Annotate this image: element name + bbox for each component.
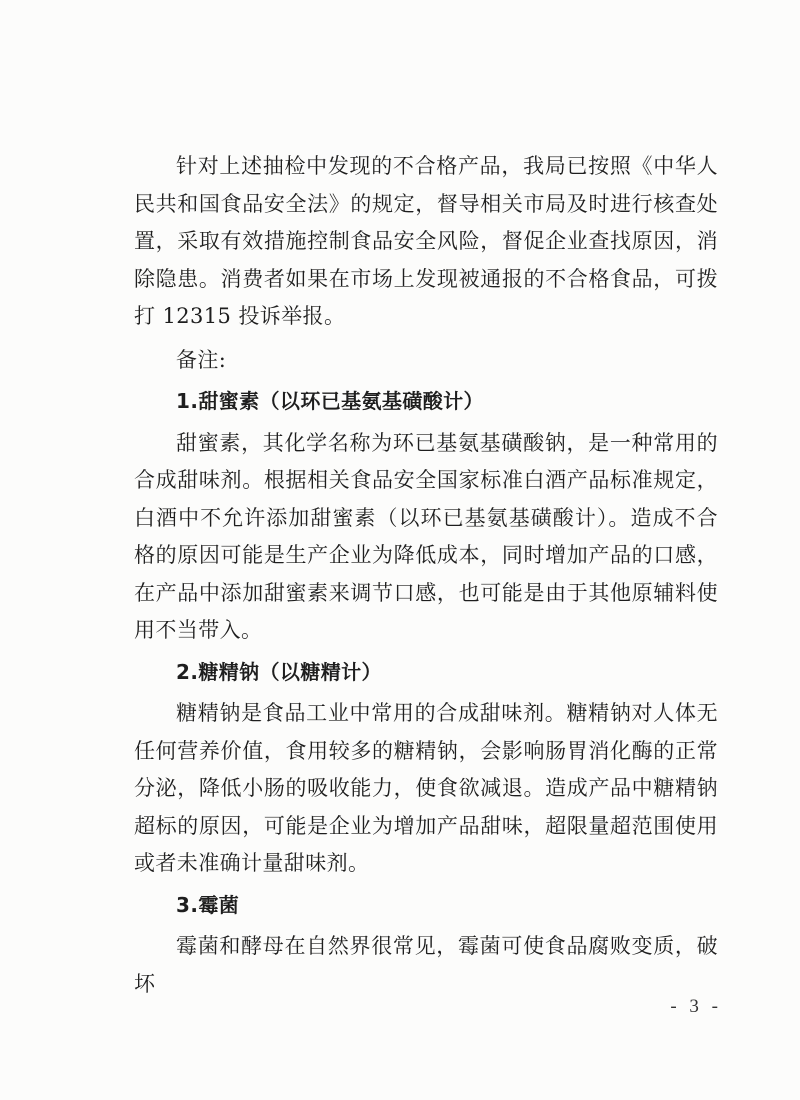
section-text-saccharin: 糖精钠是食品工业中常用的合成甜味剂。糖精钠对人体无任何营养价值，食用较多的糖精钠，会影响肠胃消化酶的正常分泌，降低小肠的吸收能力，使食欲减退。造成产品中糖精钠超标的原因，可能是企业为增加产品甜味，超限量超范围使用或者未准确计量甜味剂。	[134, 701, 718, 875]
section-heading-cyclamate: 1.甜蜜素（以环已基氨基磺酸计）	[176, 389, 484, 413]
section-text-cyclamate: 甜蜜素，其化学名称为环已基氨基磺酸钠，是一种常用的合成甜味剂。根据相关食品安全国家标准白酒产品标准规定，白酒中不允许添加甜蜜素（以环已基氨基磺酸计）。造成不合格的原因可能是生产企业为降低成本，同时增加产品的口感，在产品中添加甜蜜素来调节口感，也可能是由于其他原辅料使用不当带入。	[134, 430, 718, 642]
document-body	[134, 148, 718, 1003]
note-label: 备注:	[176, 347, 227, 372]
page-number: - 3 -	[670, 996, 722, 1017]
intro-paragraph: 针对上述抽检中发现的不合格产品，我局已按照《中华人民共和国食品安全法》的规定，督导相关市局及时进行核查处置，采取有效措施控制食品安全风险，督促企业查找原因，消除隐患。消费者如果在市场上发现被通报的不合格食品，可拨打 12315 投诉举报。	[134, 154, 718, 328]
section-heading-saccharin: 2.糖精钠（以糖精计）	[176, 659, 382, 684]
section-text-mold: 霉菌和酵母在自然界很常见，霉菌可使食品腐败变质，破坏	[134, 934, 718, 996]
section-heading-mold: 3.霉菌	[176, 892, 240, 917]
